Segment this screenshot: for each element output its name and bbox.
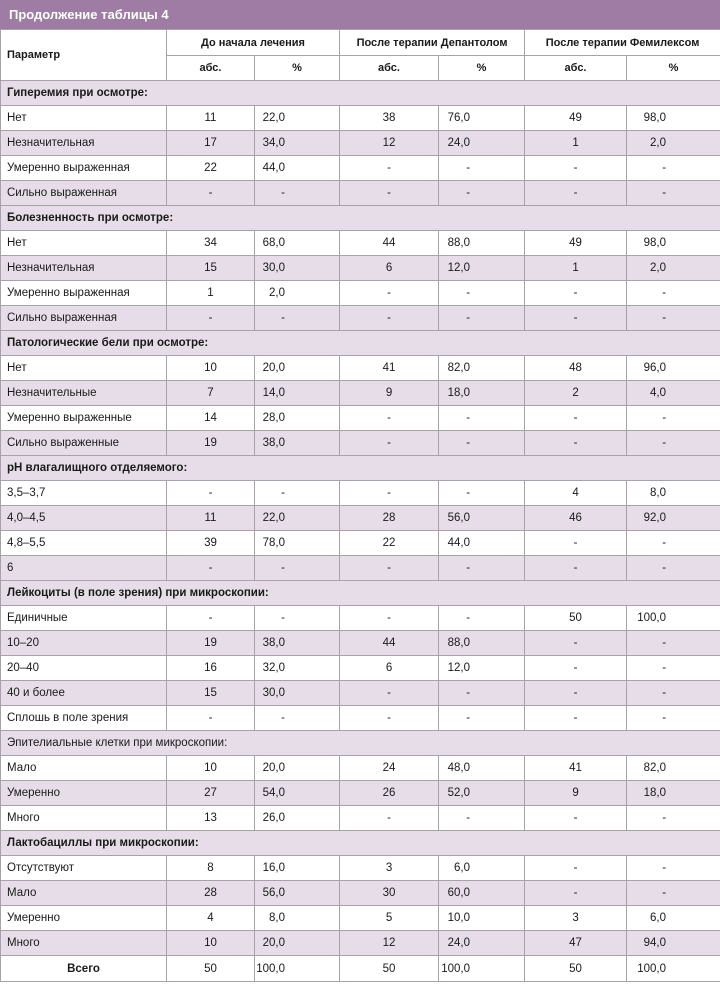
cell-pct: -	[627, 531, 720, 556]
table-row	[1, 856, 720, 881]
cell-abs: 8	[167, 856, 255, 881]
cell-pct: -	[255, 706, 340, 731]
row-label: 10–20	[1, 631, 167, 656]
cell-pct: 22,0	[255, 506, 340, 531]
cell-abs: 39	[167, 531, 255, 556]
cell-pct: -	[627, 631, 720, 656]
cell-pct: -	[439, 156, 525, 181]
cell-abs: 34	[167, 231, 255, 256]
cell-pct: 82,0	[439, 356, 525, 381]
row-label: 6	[1, 556, 167, 581]
cell-pct: -	[255, 481, 340, 506]
cell-abs: 27	[167, 781, 255, 806]
cell-abs: -	[525, 806, 627, 831]
table-row	[1, 781, 720, 806]
cell-abs: 19	[167, 631, 255, 656]
cell-abs: 6	[340, 256, 439, 281]
cell-abs: 41	[525, 756, 627, 781]
section-title: Лактобациллы при микроскопии:	[1, 831, 720, 856]
cell-abs: -	[340, 481, 439, 506]
cell-abs: 47	[525, 931, 627, 956]
cell-pct: 30,0	[255, 681, 340, 706]
header-group-femilex: После терапии Фемилексом	[525, 30, 720, 56]
cell-abs: 9	[340, 381, 439, 406]
cell-abs: 38	[340, 106, 439, 131]
table-row	[1, 531, 720, 556]
cell-pct: 88,0	[439, 231, 525, 256]
row-label: Много	[1, 806, 167, 831]
cell-pct: -	[627, 881, 720, 906]
row-label: Сильно выраженная	[1, 181, 167, 206]
table-row	[1, 931, 720, 956]
cell-abs: -	[167, 181, 255, 206]
cell-pct: 8,0	[255, 906, 340, 931]
section-title: Патологические бели при осмотре:	[1, 331, 720, 356]
total-row	[1, 956, 720, 982]
cell-pct: 38,0	[255, 431, 340, 456]
table-body	[1, 81, 720, 982]
row-label: Нет	[1, 356, 167, 381]
cell-pct: -	[255, 181, 340, 206]
cell-pct: 4,0	[627, 381, 720, 406]
cell-pct: 78,0	[255, 531, 340, 556]
cell-abs: 2	[525, 381, 627, 406]
section-header-row	[1, 331, 720, 356]
cell-pct: 6,0	[439, 856, 525, 881]
cell-pct: 22,0	[255, 106, 340, 131]
row-label: 20–40	[1, 656, 167, 681]
cell-abs: 3	[340, 856, 439, 881]
cell-abs: -	[340, 431, 439, 456]
cell-pct: -	[439, 431, 525, 456]
cell-abs: 24	[340, 756, 439, 781]
cell-pct: 76,0	[439, 106, 525, 131]
cell-pct: -	[255, 606, 340, 631]
row-label: Умеренно выраженные	[1, 406, 167, 431]
table-row	[1, 481, 720, 506]
header-pct: %	[255, 56, 340, 81]
cell-pct: -	[439, 556, 525, 581]
cell-abs: -	[525, 631, 627, 656]
cell-abs: -	[525, 181, 627, 206]
row-label: Умеренно выраженная	[1, 281, 167, 306]
cell-abs: -	[167, 606, 255, 631]
row-label: 40 и более	[1, 681, 167, 706]
cell-pct: 60,0	[439, 881, 525, 906]
cell-pct: -	[439, 406, 525, 431]
table-row	[1, 681, 720, 706]
cell-pct: 6,0	[627, 906, 720, 931]
cell-abs: 13	[167, 806, 255, 831]
total-pct: 100,0	[439, 956, 525, 982]
cell-abs: -	[525, 156, 627, 181]
row-label: Много	[1, 931, 167, 956]
cell-abs: 1	[525, 131, 627, 156]
table-row	[1, 656, 720, 681]
cell-pct: 88,0	[439, 631, 525, 656]
cell-abs: -	[525, 681, 627, 706]
cell-abs: 28	[167, 881, 255, 906]
cell-abs: -	[340, 706, 439, 731]
row-label: Сплошь в поле зрения	[1, 706, 167, 731]
cell-pct: 14,0	[255, 381, 340, 406]
cell-pct: 44,0	[255, 156, 340, 181]
section-header-row	[1, 456, 720, 481]
table-row	[1, 356, 720, 381]
cell-pct: 16,0	[255, 856, 340, 881]
section-title: Болезненность при осмотре:	[1, 206, 720, 231]
row-label: Сильно выраженная	[1, 306, 167, 331]
table-row	[1, 556, 720, 581]
cell-pct: 54,0	[255, 781, 340, 806]
cell-pct: 26,0	[255, 806, 340, 831]
cell-abs: 4	[167, 906, 255, 931]
cell-pct: -	[627, 556, 720, 581]
cell-pct: 12,0	[439, 656, 525, 681]
header-abs: абс.	[340, 56, 439, 81]
table-row	[1, 131, 720, 156]
total-abs: 50	[525, 956, 627, 982]
cell-abs: -	[525, 706, 627, 731]
section-header-row	[1, 731, 720, 756]
table-row	[1, 906, 720, 931]
table-row	[1, 806, 720, 831]
cell-pct: -	[439, 306, 525, 331]
cell-pct: -	[627, 656, 720, 681]
cell-pct: 12,0	[439, 256, 525, 281]
cell-abs: -	[340, 606, 439, 631]
cell-pct: 28,0	[255, 406, 340, 431]
table-row	[1, 231, 720, 256]
section-title: pH влагалищного отделяемого:	[1, 456, 720, 481]
row-label: 4,8–5,5	[1, 531, 167, 556]
cell-abs: 30	[340, 881, 439, 906]
cell-pct: 24,0	[439, 931, 525, 956]
section-header-row	[1, 581, 720, 606]
cell-abs: -	[340, 306, 439, 331]
row-label: 3,5–3,7	[1, 481, 167, 506]
cell-pct: -	[627, 806, 720, 831]
cell-pct: -	[255, 306, 340, 331]
cell-abs: -	[525, 556, 627, 581]
cell-abs: -	[525, 531, 627, 556]
cell-pct: 100,0	[627, 606, 720, 631]
cell-pct: 10,0	[439, 906, 525, 931]
cell-pct: -	[627, 706, 720, 731]
cell-pct: 92,0	[627, 506, 720, 531]
cell-abs: -	[167, 556, 255, 581]
cell-abs: 17	[167, 131, 255, 156]
total-label: Всего	[1, 956, 167, 982]
cell-abs: -	[525, 281, 627, 306]
cell-abs: 12	[340, 131, 439, 156]
cell-abs: -	[340, 156, 439, 181]
section-header-row	[1, 81, 720, 106]
cell-abs: -	[340, 681, 439, 706]
cell-abs: -	[340, 281, 439, 306]
header-param: Параметр	[1, 30, 167, 81]
cell-pct: 20,0	[255, 756, 340, 781]
section-title: Эпителиальные клетки при микроскопии:	[1, 731, 720, 756]
cell-pct: 82,0	[627, 756, 720, 781]
row-label: 4,0–4,5	[1, 506, 167, 531]
cell-abs: 50	[525, 606, 627, 631]
cell-pct: 96,0	[627, 356, 720, 381]
row-label: Сильно выраженные	[1, 431, 167, 456]
cell-pct: -	[439, 281, 525, 306]
cell-pct: 8,0	[627, 481, 720, 506]
table-row	[1, 631, 720, 656]
cell-abs: 15	[167, 681, 255, 706]
cell-abs: 49	[525, 106, 627, 131]
cell-abs: -	[525, 306, 627, 331]
cell-abs: 48	[525, 356, 627, 381]
row-label: Незначительная	[1, 256, 167, 281]
table-row	[1, 881, 720, 906]
cell-pct: -	[627, 306, 720, 331]
cell-abs: -	[525, 656, 627, 681]
cell-pct: 2,0	[627, 131, 720, 156]
cell-pct: 18,0	[627, 781, 720, 806]
cell-abs: -	[340, 181, 439, 206]
table-row	[1, 181, 720, 206]
cell-pct: 98,0	[627, 231, 720, 256]
cell-pct: -	[439, 806, 525, 831]
cell-pct: -	[627, 856, 720, 881]
row-label: Незначительные	[1, 381, 167, 406]
cell-pct: 24,0	[439, 131, 525, 156]
cell-pct: 68,0	[255, 231, 340, 256]
table-row	[1, 256, 720, 281]
total-pct: 100,0	[627, 956, 720, 982]
row-label: Нет	[1, 231, 167, 256]
cell-abs: 46	[525, 506, 627, 531]
cell-pct: 2,0	[627, 256, 720, 281]
cell-abs: -	[167, 306, 255, 331]
cell-abs: -	[525, 881, 627, 906]
cell-abs: 1	[525, 256, 627, 281]
cell-abs: -	[525, 406, 627, 431]
section-header-row	[1, 206, 720, 231]
section-header-row	[1, 831, 720, 856]
cell-abs: -	[340, 806, 439, 831]
cell-pct: 44,0	[439, 531, 525, 556]
cell-abs: 14	[167, 406, 255, 431]
cell-abs: 16	[167, 656, 255, 681]
cell-abs: 22	[340, 531, 439, 556]
table-row	[1, 106, 720, 131]
cell-pct: -	[439, 606, 525, 631]
table-row	[1, 606, 720, 631]
cell-pct: 20,0	[255, 356, 340, 381]
cell-pct: -	[439, 181, 525, 206]
row-label: Нет	[1, 106, 167, 131]
cell-pct: -	[627, 406, 720, 431]
cell-abs: 9	[525, 781, 627, 806]
cell-abs: 10	[167, 756, 255, 781]
cell-pct: -	[627, 281, 720, 306]
total-pct: 100,0	[255, 956, 340, 982]
cell-abs: -	[167, 481, 255, 506]
cell-pct: -	[627, 431, 720, 456]
cell-abs: 15	[167, 256, 255, 281]
cell-pct: 2,0	[255, 281, 340, 306]
cell-abs: 49	[525, 231, 627, 256]
header-group-depantol: После терапии Депантолом	[340, 30, 525, 56]
cell-abs: 5	[340, 906, 439, 931]
cell-pct: -	[439, 681, 525, 706]
section-title: Лейкоциты (в поле зрения) при микроскопии:	[1, 581, 720, 606]
table-title: Продолжение таблицы 4	[0, 0, 720, 29]
cell-abs: 4	[525, 481, 627, 506]
table-row	[1, 156, 720, 181]
table-row	[1, 281, 720, 306]
cell-pct: 94,0	[627, 931, 720, 956]
cell-abs: 10	[167, 931, 255, 956]
header-pct: %	[627, 56, 720, 81]
table-row	[1, 706, 720, 731]
cell-abs: 26	[340, 781, 439, 806]
row-label: Умеренно	[1, 781, 167, 806]
table-row	[1, 506, 720, 531]
cell-abs: 44	[340, 631, 439, 656]
cell-abs: 11	[167, 506, 255, 531]
header-abs: абс.	[167, 56, 255, 81]
table-row	[1, 756, 720, 781]
cell-pct: 56,0	[439, 506, 525, 531]
cell-abs: 12	[340, 931, 439, 956]
cell-pct: 18,0	[439, 381, 525, 406]
cell-pct: -	[627, 681, 720, 706]
cell-abs: 6	[340, 656, 439, 681]
cell-abs: 10	[167, 356, 255, 381]
cell-pct: 98,0	[627, 106, 720, 131]
cell-pct: 30,0	[255, 256, 340, 281]
cell-abs: -	[167, 706, 255, 731]
row-label: Умеренно	[1, 906, 167, 931]
cell-abs: 19	[167, 431, 255, 456]
cell-abs: -	[340, 556, 439, 581]
cell-abs: -	[525, 856, 627, 881]
cell-abs: 22	[167, 156, 255, 181]
row-label: Мало	[1, 756, 167, 781]
cell-abs: 28	[340, 506, 439, 531]
cell-pct: 38,0	[255, 631, 340, 656]
cell-pct: 52,0	[439, 781, 525, 806]
row-label: Незначительная	[1, 131, 167, 156]
row-label: Единичные	[1, 606, 167, 631]
cell-pct: -	[439, 481, 525, 506]
table-row	[1, 431, 720, 456]
table-row	[1, 381, 720, 406]
cell-abs: 11	[167, 106, 255, 131]
section-title: Гиперемия при осмотре:	[1, 81, 720, 106]
header-group-before: До начала лечения	[167, 30, 340, 56]
header-abs: абс.	[525, 56, 627, 81]
table-row	[1, 306, 720, 331]
cell-pct: -	[255, 556, 340, 581]
cell-abs: 41	[340, 356, 439, 381]
row-label: Отсутствуют	[1, 856, 167, 881]
row-label: Мало	[1, 881, 167, 906]
table-row	[1, 406, 720, 431]
cell-abs: 3	[525, 906, 627, 931]
cell-pct: -	[627, 156, 720, 181]
total-abs: 50	[340, 956, 439, 982]
cell-pct: -	[627, 181, 720, 206]
data-table	[0, 29, 720, 982]
cell-abs: -	[340, 406, 439, 431]
cell-abs: -	[525, 431, 627, 456]
cell-pct: 32,0	[255, 656, 340, 681]
cell-pct: 56,0	[255, 881, 340, 906]
cell-pct: 34,0	[255, 131, 340, 156]
cell-abs: 44	[340, 231, 439, 256]
row-label: Умеренно выраженная	[1, 156, 167, 181]
total-abs: 50	[167, 956, 255, 982]
cell-pct: -	[439, 706, 525, 731]
cell-abs: 7	[167, 381, 255, 406]
cell-abs: 1	[167, 281, 255, 306]
cell-pct: 48,0	[439, 756, 525, 781]
cell-pct: 20,0	[255, 931, 340, 956]
header-pct: %	[439, 56, 525, 81]
